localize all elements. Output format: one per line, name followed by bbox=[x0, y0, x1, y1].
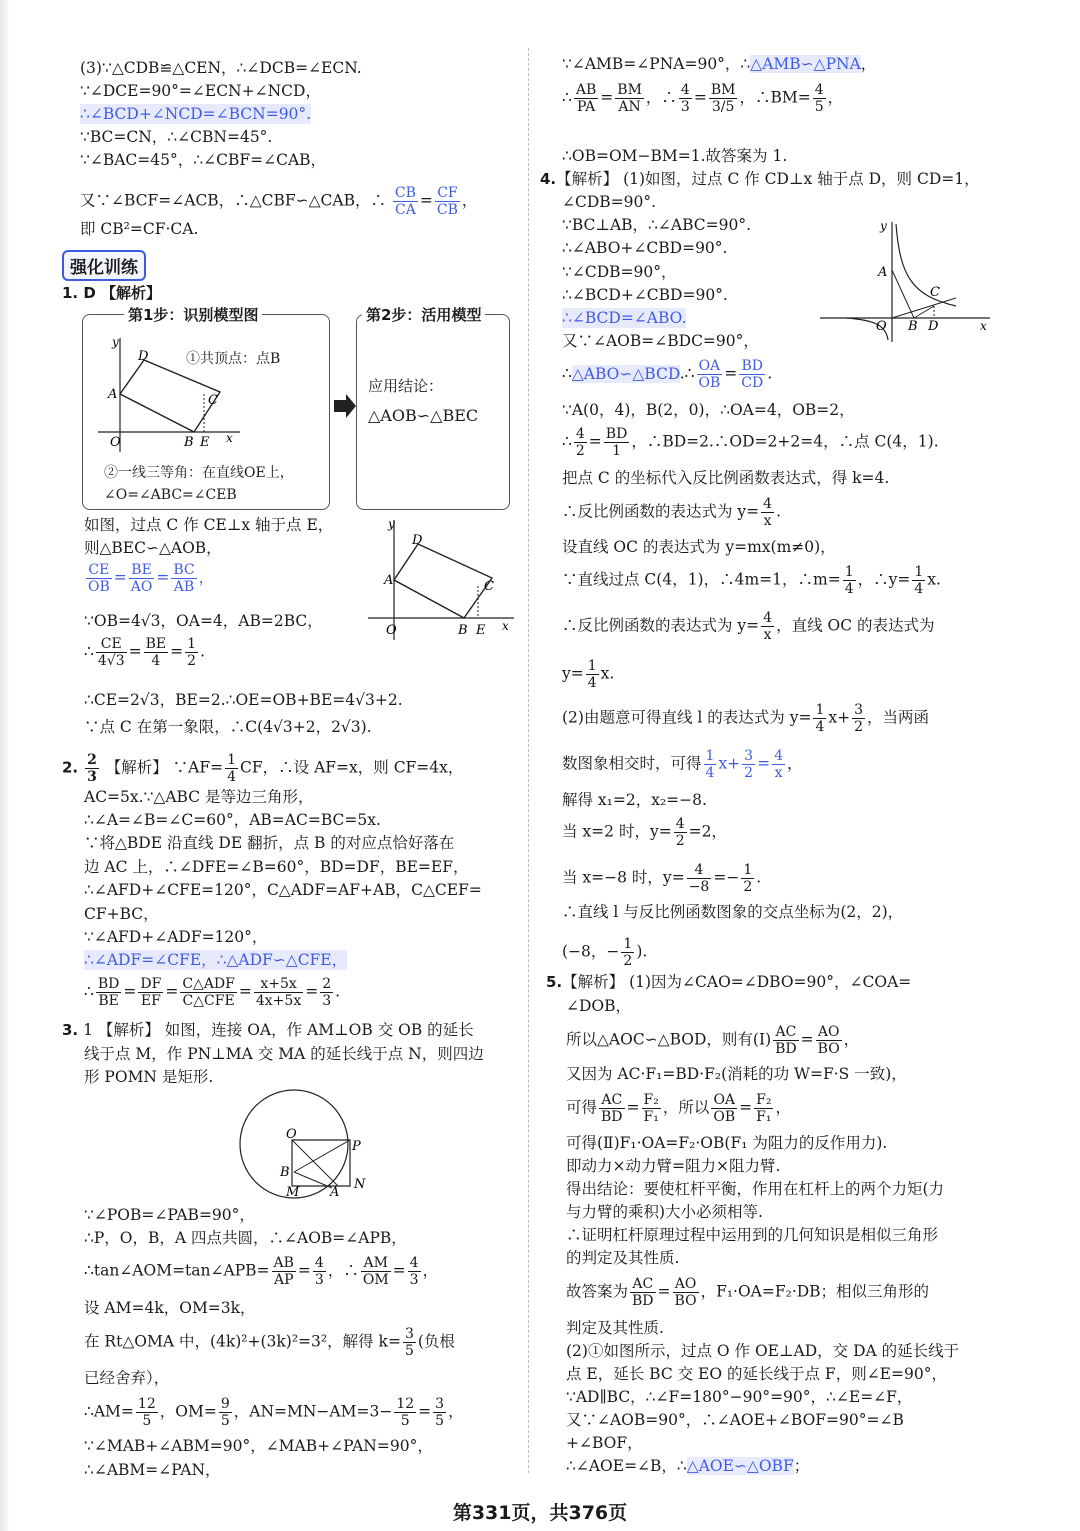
right-line: 又∵∠AOB=∠BDC=90°， bbox=[562, 332, 759, 350]
step2-text: 应用结论： bbox=[368, 377, 444, 395]
right-line-highlight: ∴∠BCD=∠ABO. bbox=[562, 309, 687, 327]
svg-text:C: C bbox=[930, 285, 940, 300]
left-line: ∴∠AFD+∠CFE=120°，C△ADF=AF+AB，C△CEF= bbox=[84, 881, 482, 899]
left-line: 3. 1 【解析】 如图，连接 OA，作 AM⊥OB 交 OB 的延长 bbox=[62, 1021, 474, 1039]
svg-text:A: A bbox=[384, 573, 394, 588]
svg-text:D: D bbox=[928, 319, 939, 334]
right-line-fraction: 当 x=2 时，y= $\frac{4}{2}$ =2， bbox=[562, 816, 727, 849]
step1-title: 第1步：识别模型图 bbox=[124, 304, 262, 325]
right-line: 得出结论：要使杠杆平衡，作用在杠杆上的两个力矩(力 bbox=[566, 1180, 945, 1198]
svg-text:D: D bbox=[138, 349, 149, 364]
right-line: 的判定及其性质. bbox=[566, 1249, 680, 1267]
right-line: ∴OB=OM−BM=1.故答案为 1. bbox=[562, 147, 788, 165]
right-line: 4.【解析】 (1)如图，过点 C 作 CD⊥x 轴于点 D，则 CD=1， bbox=[540, 170, 980, 188]
right-line: ∠DOB， bbox=[566, 997, 632, 1015]
svg-text:O: O bbox=[286, 1127, 297, 1142]
right-line: 与力臂的乘积)大小必须相等. bbox=[566, 1203, 763, 1221]
svg-text:P: P bbox=[352, 1139, 361, 1154]
left-line: 即 CB²=CF·CA. bbox=[80, 220, 199, 238]
step2-title: 第2步：活用模型 bbox=[362, 304, 485, 325]
svg-text:N: N bbox=[354, 1177, 366, 1192]
left-line: AC=5x.∵△ABC 是等边三角形， bbox=[84, 788, 314, 806]
left-line: (3)∵△CDB≌△CEN，∴∠DCB=∠ECN. bbox=[80, 59, 362, 77]
left-line: ∵将△BDE 沿直线 DE 翻折，点 B 的对应点恰好落在 bbox=[84, 834, 455, 852]
svg-text:y: y bbox=[880, 219, 887, 233]
right-line: (2)①如图所示，过点 O 作 OE⊥AD，交 DA 的延长线于 bbox=[566, 1342, 960, 1360]
svg-text:y: y bbox=[112, 335, 119, 349]
right-line: 5.【解析】 (1)因为∠CAO=∠DBO=90°，∠COA= bbox=[546, 973, 912, 991]
left-line: ∴P，O，B，A 四点共圆，∴∠AOB=∠APB， bbox=[84, 1229, 407, 1247]
right-line-fraction: ∴反比例函数的表达式为 y= $\frac{4}{x}$ ，直线 OC 的表达式为 bbox=[562, 610, 935, 643]
left-line: 2. $\frac{2}{3}$ 【解析】 ∵AF= $\frac{1}{4}$ CF，∴设 AF=x，则 CF=4x， bbox=[62, 752, 464, 785]
step1-note: ②一线三等角：在直线OE上， bbox=[104, 465, 294, 481]
svg-text:y: y bbox=[388, 517, 395, 531]
right-line-fraction: 当 x=−8 时，y= $\frac{4}{-8}$ =− $\frac{1}{2}$ . bbox=[562, 862, 762, 895]
right-line: ∴直线 l 与反比例函数图象的交点坐标为(2，2)， bbox=[562, 903, 904, 921]
step1-note: ①共顶点：点B bbox=[186, 351, 281, 367]
left-line: ∵∠MAB+∠ABM=90°，∠MAB+∠PAN=90°， bbox=[84, 1437, 433, 1455]
svg-text:O: O bbox=[110, 435, 121, 450]
right-line: 即动力×动力臂=阻力×阻力臂. bbox=[566, 1157, 781, 1175]
right-line: 点 E，延长 BC 交 EO 的延长线于点 F，则∠E=90°， bbox=[566, 1365, 947, 1383]
left-line: 又∵∠BCF=∠ACB，∴△CBF∽△CAB，∴ $\frac{CB}{CA}$ = $\frac{CF}{CB}$ ， bbox=[80, 185, 478, 218]
left-line: 线于点 M，作 PN⊥MA 交 MA 的延长线于点 N，则四边 bbox=[84, 1045, 484, 1063]
right-line-fraction: (−8，− $\frac{1}{2}$ ). bbox=[562, 936, 648, 969]
svg-text:A: A bbox=[330, 1185, 340, 1200]
svg-text:D: D bbox=[412, 533, 423, 548]
left-line: CF+BC， bbox=[84, 905, 159, 923]
left-line: ∵点 C 在第一象限，∴C(4√3+2，2√3). bbox=[84, 718, 372, 736]
left-line: 设 AM=4k，OM=3k， bbox=[84, 1299, 256, 1317]
right-line: 设直线 OC 的表达式为 y=mx(m≠0)， bbox=[562, 538, 836, 556]
left-line-fraction: 在 Rt△OMA 中，(4k)²+(3k)²=3²，解得 k= $\frac{3}{5}$ (负根 bbox=[84, 1326, 455, 1359]
left-line: 如图，过点 C 作 CE⊥x 轴于点 E， bbox=[84, 516, 334, 534]
fraction: $\frac{CB}{CA}$ bbox=[394, 185, 416, 218]
svg-text:C: C bbox=[208, 393, 218, 408]
right-line: ∴证明杠杆原理过程中运用到的几何知识是相似三角形 bbox=[566, 1226, 939, 1244]
left-line: 边 AC 上，∴∠DFE=∠B=60°，BD=DF，BE=EF， bbox=[84, 858, 469, 876]
page-footer: 第331页，共376页 bbox=[452, 1502, 628, 1524]
right-line: ∴∠ABO+∠CBD=90°. bbox=[562, 239, 728, 257]
svg-text:E: E bbox=[200, 435, 210, 450]
left-line-fraction: ∴ $\frac{CE}{4√3}$ = $\frac{BE}{4}$ = $\frac{1}{2}$ . bbox=[84, 636, 205, 669]
left-line-highlight: ∴∠BCD+∠NCD=∠BCN=90°. bbox=[80, 105, 312, 123]
right-line: ∵AD∥BC，∴∠F=180°−90°=90°，∴∠E=∠F， bbox=[566, 1388, 913, 1406]
right-line: 解得 x₁=2，x₂=−8. bbox=[562, 791, 707, 809]
line-text: 又∵∠BCF=∠ACB，∴△CBF∽△CAB，∴ bbox=[80, 191, 386, 210]
left-line-fraction: ∴AM= $\frac{12}{5}$ ，OM= $\frac{9}{5}$ ，AN=MN−AM=3− $\frac{12}{5}$ = $\frac{3}{5}$ ， bbox=[84, 1396, 464, 1429]
right-line-fraction: ∴ $\frac{AB}{PA}$ = $\frac{BM}{AN}$ ，∴ $\frac{4}{3}$ = $\frac{BM}{3/5}$ ，∴BM= $\frac{4}{5}$ ， bbox=[562, 82, 844, 115]
fraction: $\frac{CF}{CB}$ bbox=[436, 185, 458, 218]
svg-text:O: O bbox=[876, 319, 887, 334]
right-line: 又∵∠AOB=90°，∴∠AOE+∠BOF=90°=∠B bbox=[566, 1411, 904, 1429]
left-line-highlight: ∴∠ADF=∠CFE，∴△ADF∽△CFE， bbox=[84, 951, 348, 969]
left-line-fraction: $\frac{CE}{OB}$ = $\frac{BE}{AO}$ = $\frac{BC}{AB}$ ， bbox=[88, 562, 215, 595]
svg-text:O: O bbox=[386, 623, 397, 638]
right-line-fraction: y= $\frac{1}{4}$ x. bbox=[562, 658, 615, 691]
left-line-fraction: ∴tan∠AOM=tan∠APB= $\frac{AB}{AP}$ = $\frac{4}{3}$ ，∴ $\frac{AM}{OM}$ = $\frac{4}{3}$ ， bbox=[84, 1255, 439, 1288]
right-line: 又因为 AC·F₁=BD·F₂(消耗的功 W=F·S 一致)， bbox=[566, 1065, 907, 1083]
right-line: 可得(Ⅱ)F₁·OA=F₂·OB(F₁ 为阻力的反作用力). bbox=[566, 1134, 888, 1152]
arrow-right-icon bbox=[332, 394, 356, 418]
svg-text:B: B bbox=[908, 319, 918, 334]
svg-text:C: C bbox=[484, 579, 494, 594]
column-divider bbox=[528, 48, 529, 1473]
right-line-fraction: ∵直线过点 C(4，1)，∴4m=1，∴m= $\frac{1}{4}$ ，∴y= $\frac{1}{4}$ x. bbox=[562, 564, 941, 597]
q3-circle-figure bbox=[232, 1088, 372, 1200]
right-line: ∵∠CDB=90°， bbox=[562, 263, 677, 281]
right-line-fraction: ∴反比例函数的表达式为 y= $\frac{4}{x}$ . bbox=[562, 496, 782, 529]
left-line-fraction: ∴ $\frac{BD}{BE}$ = $\frac{DF}{EF}$ = $\frac{\text{C△ADF}}{\text{C△CFE}}$ = $\frac{x+5x}{4x+5x}$ = $\frac{2}{3}$ . bbox=[84, 976, 341, 1009]
right-line: ∴∠AOE=∠B，∴△AOE∽△OBF； bbox=[566, 1457, 810, 1475]
right-line: ∵BC⊥AB，∴∠ABC=90°. bbox=[562, 216, 752, 234]
left-line: 则△BEC∽△AOB， bbox=[84, 539, 222, 557]
question-head: 1. D 【解析】 bbox=[62, 284, 162, 302]
left-line: ∴∠A=∠B=∠C=60°，AB=AC=BC=5x. bbox=[84, 811, 381, 829]
right-line: 判定及其性质. bbox=[566, 1319, 664, 1337]
page-edge-shadow bbox=[0, 0, 10, 1531]
right-line: ∠CDB=90°. bbox=[562, 193, 657, 211]
right-line-fraction: 可得 $\frac{AC}{BD}$ = $\frac{\text{F₂}}{\text{F₁}}$ ，所以 $\frac{OA}{OB}$ = $\frac{\text{F₂}}{\text{F₁}}$ ， bbox=[566, 1092, 791, 1125]
right-line: ∵∠AMB=∠PNA=90°，∴△AMB∽△PNA， bbox=[562, 55, 877, 73]
right-line: +∠BOF， bbox=[566, 1434, 643, 1452]
step1-note: ∠O=∠ABC=∠CEB bbox=[104, 487, 237, 503]
svg-text:B: B bbox=[184, 435, 194, 450]
left-line: ∵∠BAC=45°，∴∠CBF=∠CAB， bbox=[80, 151, 327, 169]
right-line-fraction: 数图象相交时，可得 $\frac{1}{4}$ x+ $\frac{3}{2}$ = $\frac{4}{x}$ ， bbox=[562, 748, 803, 781]
right-line-fraction: 故答案为 $\frac{AC}{BD}$ = $\frac{AO}{BO}$ ，F₁·OA=F₂·DB；相似三角形的 bbox=[566, 1276, 930, 1309]
svg-text:A: A bbox=[878, 265, 888, 280]
q4-figure bbox=[816, 216, 996, 346]
svg-text:A: A bbox=[108, 387, 118, 402]
svg-text:B: B bbox=[458, 623, 468, 638]
svg-text:E: E bbox=[476, 623, 486, 638]
left-line: ∴∠ABM=∠PAN， bbox=[84, 1461, 221, 1479]
svg-text:x: x bbox=[226, 431, 233, 445]
right-line-fraction: ∴ $\frac{4}{2}$ = $\frac{BD}{1}$ ，∴BD=2.∴OD=2+2=4，∴点 C(4，1). bbox=[562, 426, 939, 459]
right-line-fraction: (2)由题意可得直线 l 的表达式为 y= $\frac{1}{4}$ x+ $\frac{3}{2}$ ，当两函 bbox=[562, 702, 930, 735]
left-line: ∵BC=CN，∴∠CBN=45°. bbox=[80, 128, 273, 146]
left-line: ∵∠DCE=90°=∠ECN+∠NCD， bbox=[80, 82, 321, 100]
q1-figure bbox=[368, 514, 520, 644]
svg-text:M: M bbox=[286, 1185, 300, 1200]
right-line: 把点 C 的坐标代入反比例函数表达式，得 k=4. bbox=[562, 469, 890, 487]
right-line-fraction: 所以△AOC∽△BOD，则有(Ⅰ) $\frac{AC}{BD}$ = $\frac{AO}{BO}$ ， bbox=[566, 1024, 860, 1057]
svg-text:x: x bbox=[502, 619, 509, 633]
left-line: 已经舍弃）， bbox=[84, 1369, 170, 1387]
right-line: ∴∠BCD+∠CBD=90°. bbox=[562, 286, 728, 304]
left-line: 形 POMN 是矩形. bbox=[84, 1068, 214, 1086]
svg-text:x: x bbox=[980, 319, 987, 333]
left-line: ∵∠POB=∠PAB=90°， bbox=[84, 1206, 255, 1224]
step2-text: △AOB∽△BEC bbox=[368, 406, 479, 425]
right-line: ∵A(0，4)，B(2，0)，∴OA=4，OB=2， bbox=[562, 401, 855, 419]
right-line-fraction: ∴△ABO∽△BCD.∴ $\frac{OA}{OB}$ = $\frac{BD}{CD}$ . bbox=[562, 358, 773, 391]
svg-text:B: B bbox=[280, 1165, 290, 1180]
left-line: ∵∠AFD+∠ADF=120°， bbox=[84, 928, 268, 946]
left-line: ∴CE=2√3，BE=2.∴OE=OB+BE=4√3+2. bbox=[84, 691, 403, 709]
left-line: ∵OB=4√3，OA=4，AB=2BC， bbox=[84, 612, 323, 630]
section-title: 强化训练 bbox=[62, 250, 146, 281]
